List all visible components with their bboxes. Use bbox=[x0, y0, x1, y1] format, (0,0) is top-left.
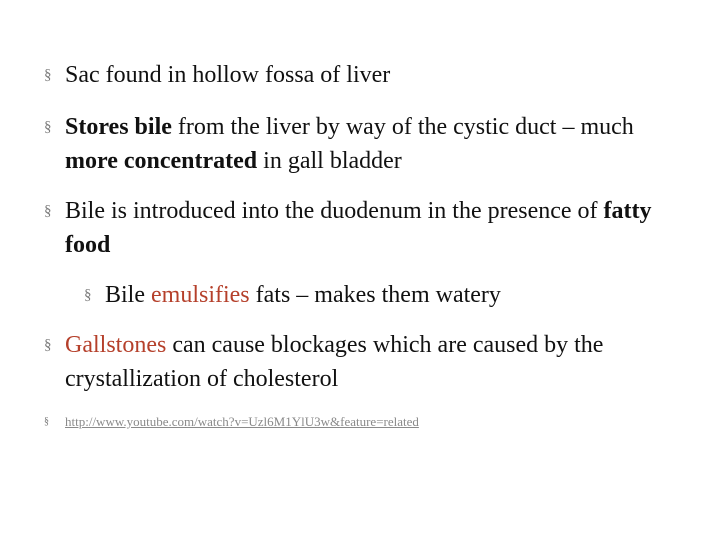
bullet-stores-bile bbox=[44, 110, 684, 178]
bullet-text bbox=[44, 328, 684, 396]
bullet-gallbladder-location bbox=[44, 58, 684, 92]
bold-term-more-concentrated: more concentrated bbox=[65, 148, 258, 174]
bullet-text-segment: Bile bbox=[105, 282, 151, 308]
bullet-text bbox=[44, 58, 684, 92]
bullet-marker-icon: § bbox=[44, 203, 52, 219]
bullet-gallstones bbox=[44, 328, 684, 396]
bullet-text-segment: fats – makes them watery bbox=[249, 282, 501, 308]
accent-term-emulsifies: emulsifies bbox=[151, 282, 250, 308]
bold-term-stores-bile: Stores bile bbox=[65, 114, 172, 140]
bullet-text-segment: Sac found in hollow fossa of liver bbox=[65, 62, 391, 88]
bullet-text bbox=[44, 194, 684, 262]
bullet-text bbox=[44, 412, 684, 432]
bullet-marker-icon: § bbox=[84, 287, 92, 303]
bullet-marker-icon: § bbox=[44, 119, 52, 135]
youtube-link[interactable]: http://www.youtube.com/watch?v=Uzl6M1YlU3w&feature=related bbox=[65, 414, 419, 429]
bold-term-fatty-food: fatty food bbox=[65, 198, 652, 258]
bullet-video-link bbox=[44, 412, 684, 432]
bullet-text-segment: from the liver by way of the cystic duct – much bbox=[171, 114, 634, 140]
bullet-marker-icon: § bbox=[44, 67, 52, 83]
subbullet-bile-emulsifies bbox=[84, 278, 684, 312]
accent-term-gallstones: Gallstones bbox=[65, 332, 167, 358]
bullet-text-segment: in gall bladder bbox=[257, 148, 402, 174]
bullet-text bbox=[44, 110, 684, 178]
bullet-marker-icon: § bbox=[44, 337, 52, 353]
bullet-text bbox=[84, 278, 684, 312]
bullet-bile-introduced bbox=[44, 194, 684, 262]
bullet-text-segment: Bile is introduced into the duodenum in the presence of bbox=[65, 198, 604, 224]
bullet-text-segment: can cause blockages which are caused by the crystallization of cholesterol bbox=[65, 332, 604, 392]
bullet-marker-icon: § bbox=[44, 416, 49, 427]
